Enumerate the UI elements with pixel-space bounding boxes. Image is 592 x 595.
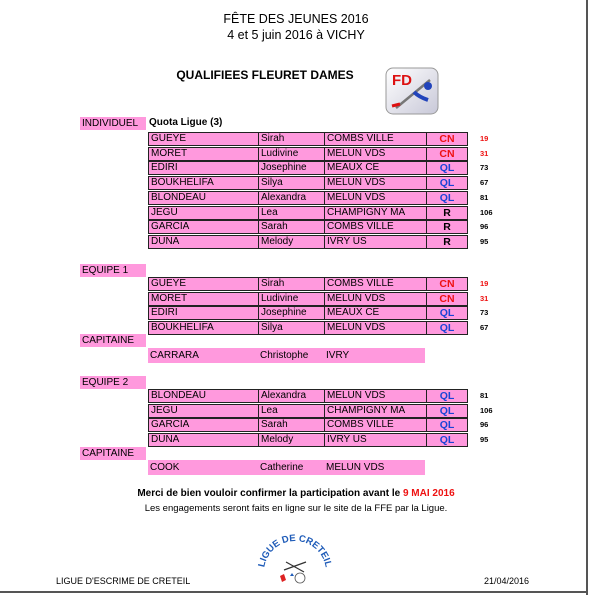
athlete-surname: MORET [148,147,258,161]
qualification-code: QL [426,433,468,447]
athlete-club: MELUN VDS [324,147,426,161]
athlete-firstname: Melody [258,433,324,447]
athlete-firstname: Lea [258,206,324,220]
equipe1-capitaine-row [148,348,425,363]
athlete-surname: JEGU [148,404,258,418]
athlete-club: MELUN VDS [324,389,426,403]
ranking-points: 31 [480,148,489,158]
capitaine-nom: CARRARA [150,350,199,361]
qualification-code: CN [426,292,468,306]
athlete-surname: BOUKHELIFA [148,176,258,190]
athlete-firstname: Sarah [258,418,324,432]
equipe1-capitaine-label: CAPITAINE [80,334,146,347]
logo-text: FD [392,72,412,89]
athlete-firstname: Ludivine [258,147,324,161]
capitaine-prenom: Catherine [260,462,304,473]
qualification-code: QL [426,161,468,175]
athlete-firstname: Josephine [258,161,324,175]
capitaine-club: MELUN VDS [326,462,385,473]
event-title: FÊTE DES JEUNES 2016 [223,12,369,26]
section-equipe1-label: EQUIPE 1 [80,264,146,277]
athlete-firstname: Silya [258,321,324,335]
athlete-firstname: Sirah [258,277,324,291]
athlete-firstname: Lea [258,404,324,418]
athlete-firstname: Ludivine [258,292,324,306]
ranking-points: 31 [480,293,489,303]
ranking-points: 81 [480,192,489,202]
engagement-note: Les engagements seront faits en ligne sur le site de la FFE par la Ligue. [144,503,448,514]
deadline-date: 9 MAI 2016 [402,488,455,499]
athlete-surname: GUEYE [148,132,258,146]
athlete-club: MELUN VDS [324,321,426,335]
athlete-club: COMBS VILLE [324,277,426,291]
athlete-club: IVRY US [324,235,426,249]
athlete-surname: GUEYE [148,277,258,291]
confirmation-message [0,488,592,499]
footer-organization: LIGUE D'ESCRIME DE CRETEIL [56,576,191,586]
fleuret-dames-logo [384,66,440,116]
ranking-points: 106 [480,405,493,415]
page-title: QUALIFIEES FLEURET DAMES [176,68,354,82]
capitaine-prenom: Christophe [260,350,309,361]
athlete-club: COMBS VILLE [324,220,426,234]
athlete-firstname: Melody [258,235,324,249]
athlete-surname: EDIRI [148,306,258,320]
svg-text:LIGUE DE CRETEIL [256,533,333,569]
qualification-code: QL [426,321,468,335]
section-equipe2-label: EQUIPE 2 [80,376,146,389]
qualification-code: CN [426,277,468,291]
ligue-creteil-seal [256,532,334,588]
qualification-code: R [426,206,468,220]
quota-ligue-label: Quota Ligue (3) [149,117,223,128]
ranking-points: 81 [480,391,489,400]
ranking-points: 19 [480,134,489,143]
equipe2-capitaine-row [148,460,425,475]
ranking-points: 96 [480,222,489,232]
ranking-points: 73 [480,163,489,173]
athlete-club: MELUN VDS [324,176,426,190]
athlete-club: MEAUX CE [324,306,426,320]
athlete-firstname: Alexandra [258,191,324,205]
qualification-code: QL [426,404,468,418]
equipe2-capitaine-label: CAPITAINE [80,447,146,460]
qualification-code: CN [426,132,468,146]
capitaine-club: IVRY [326,350,350,361]
ranking-points: 95 [480,435,489,445]
ranking-points: 19 [480,279,489,288]
qualification-code: CN [426,147,468,161]
athlete-surname: DUNA [148,433,258,447]
athlete-surname: EDIRI [148,161,258,175]
athlete-firstname: Alexandra [258,389,324,403]
ranking-points: 106 [480,207,493,217]
athlete-club: CHAMPIGNY MA [324,404,426,418]
qualification-code: R [426,235,468,249]
ranking-points: 95 [480,236,489,246]
ranking-points: 67 [480,323,489,333]
athlete-surname: GARCIA [148,220,258,234]
athlete-club: MEAUX CE [324,161,426,175]
qualification-code: QL [426,191,468,205]
qualification-code: QL [426,389,468,403]
athlete-firstname: Josephine [258,306,324,320]
athlete-club: CHAMPIGNY MA [324,206,426,220]
section-individuel-label: INDIVIDUEL [80,117,146,130]
athlete-surname: BLONDEAU [148,389,258,403]
athlete-club: COMBS VILLE [324,132,426,146]
ranking-points: 67 [480,178,489,188]
athlete-surname: DUNA [148,235,258,249]
ranking-points: 96 [480,420,489,430]
qualification-code: QL [426,306,468,320]
event-dates: 4 et 5 juin 2016 à VICHY [227,28,365,42]
seal-text: LIGUE DE CRETEIL [256,532,334,569]
athlete-firstname: Silya [258,176,324,190]
qualification-code: R [426,220,468,234]
athlete-surname: GARCIA [148,418,258,432]
athlete-club: MELUN VDS [324,191,426,205]
qualification-code: QL [426,176,468,190]
athlete-surname: JEGU [148,206,258,220]
athlete-club: MELUN VDS [324,292,426,306]
confirmation-text: Merci de bien vouloir confirmer la participation avant le [137,488,403,499]
athlete-firstname: Sarah [258,220,324,234]
capitaine-nom: COOK [150,462,180,473]
athlete-club: IVRY US [324,433,426,447]
footer-date: 21/04/2016 [484,576,530,586]
athlete-club: COMBS VILLE [324,418,426,432]
ranking-points: 73 [480,308,489,318]
page-border-bottom [0,591,588,593]
athlete-surname: BLONDEAU [148,191,258,205]
athlete-firstname: Sirah [258,132,324,146]
athlete-surname: MORET [148,292,258,306]
qualification-code: QL [426,418,468,432]
athlete-surname: BOUKHELIFA [148,321,258,335]
